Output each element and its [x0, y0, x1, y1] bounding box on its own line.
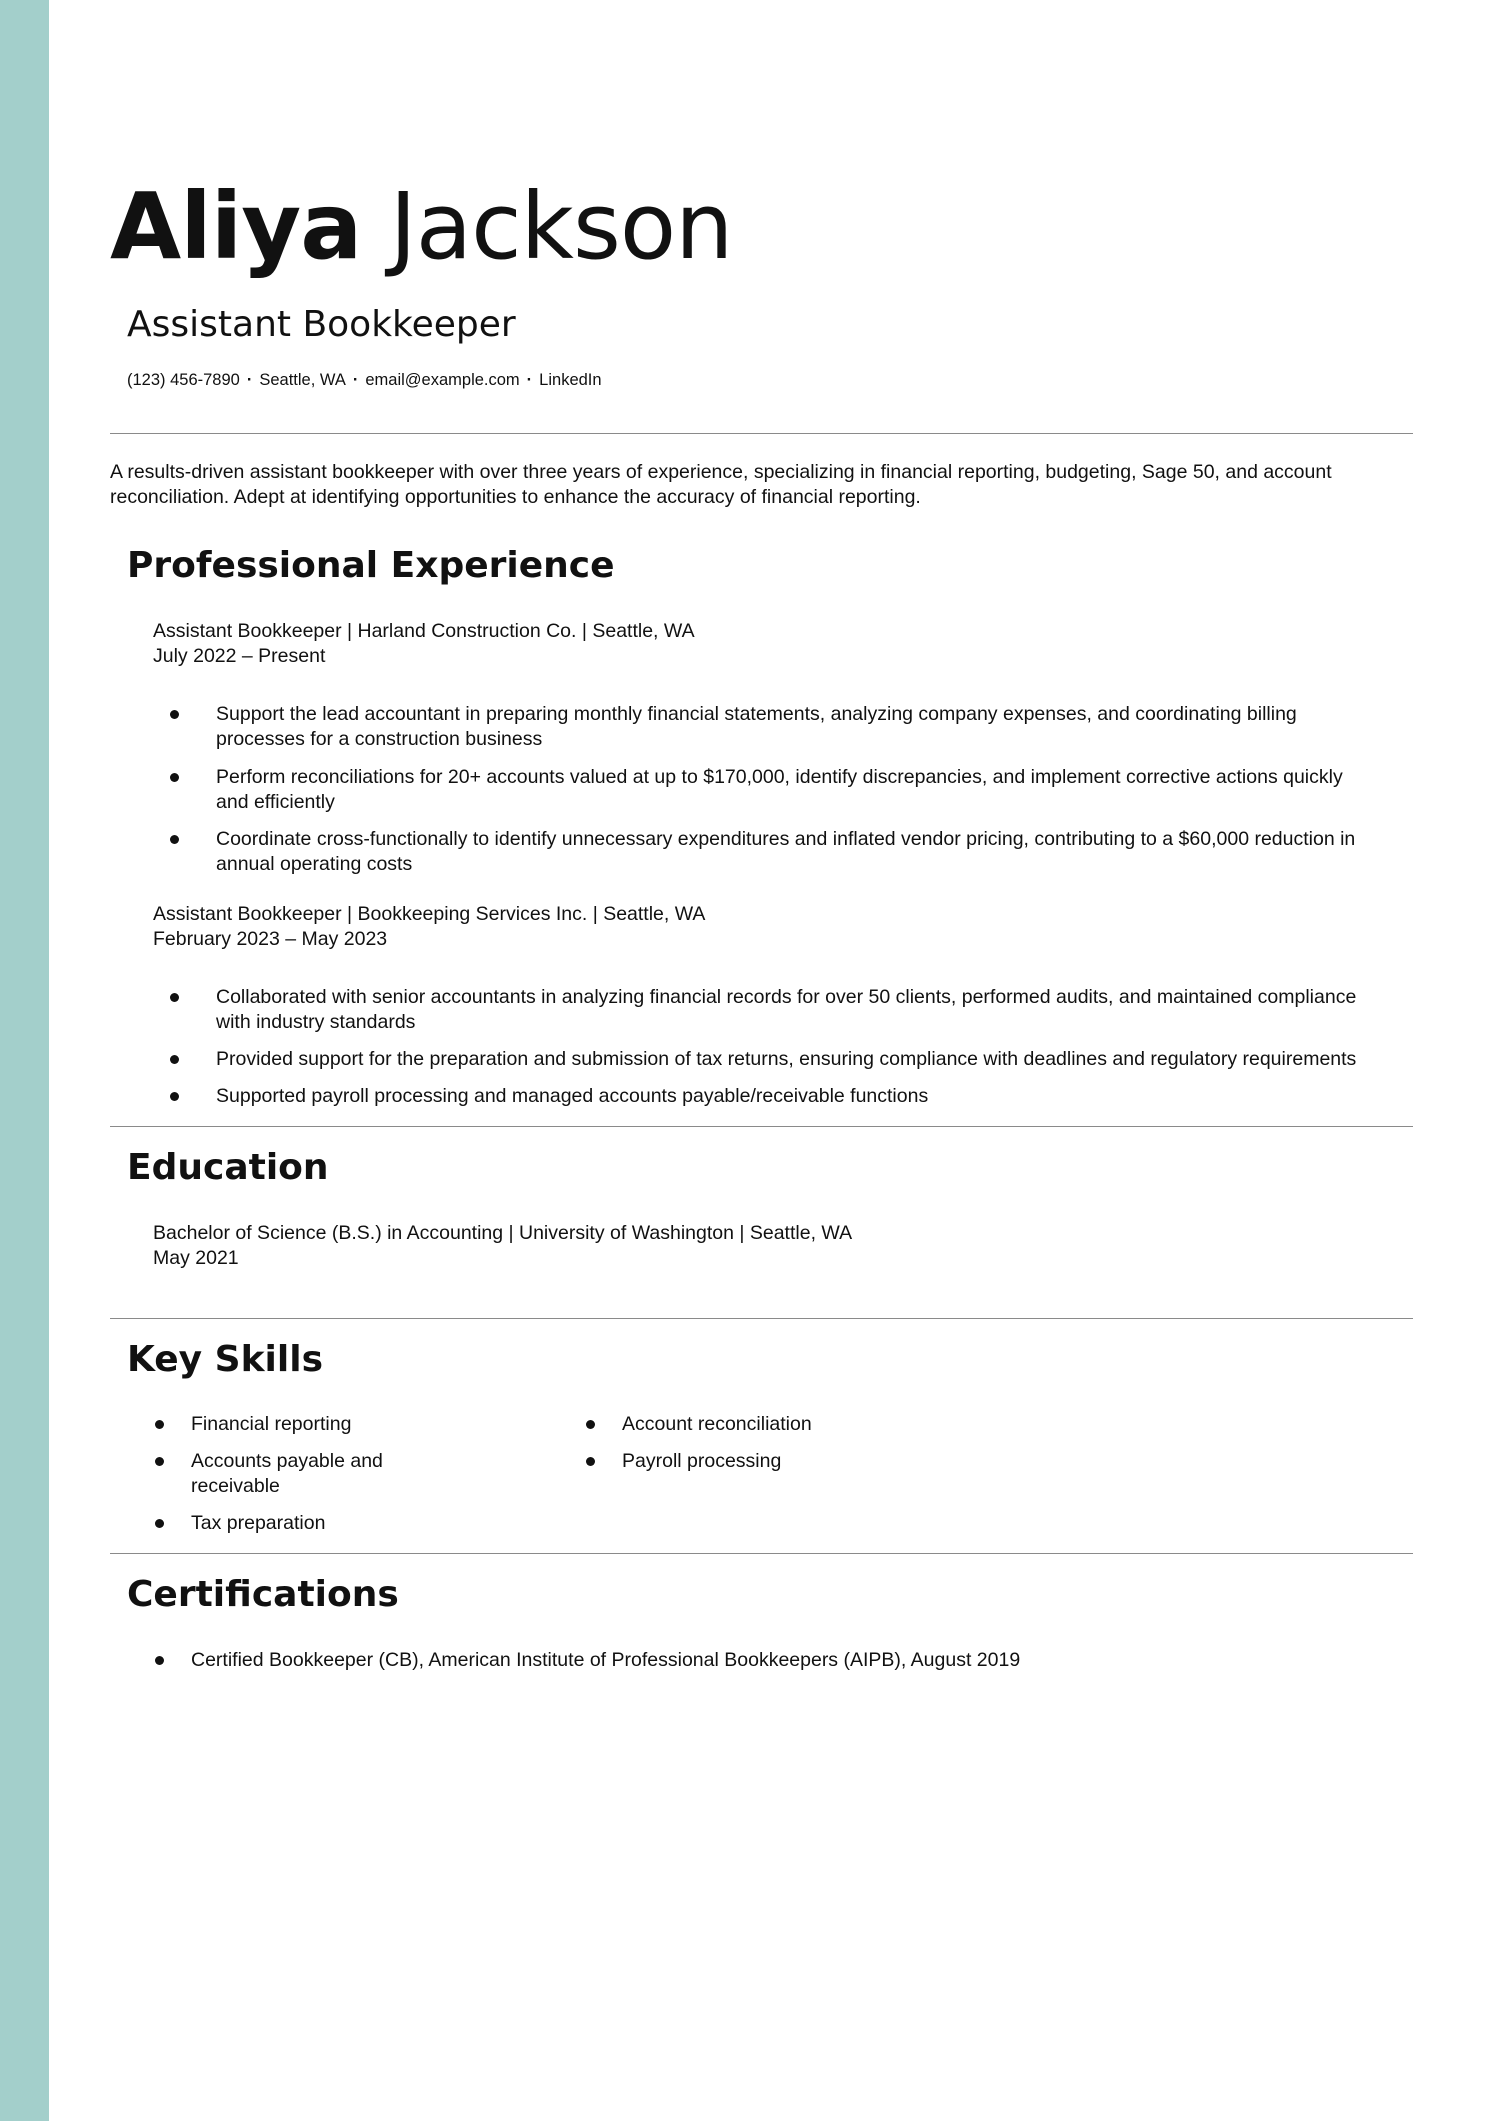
job-heading: Assistant Bookkeeper | Bookkeeping Services Inc. | Seattle, WA: [153, 903, 706, 925]
contact-separator: ·: [352, 371, 359, 389]
section-divider: [110, 1318, 1413, 1319]
bullet-dot: [170, 993, 179, 1002]
bullet-dot: [155, 1457, 164, 1466]
experience-section-title: Professional Experience: [127, 545, 615, 586]
last-name: Jackson: [389, 173, 733, 280]
contact-phone: (123) 456-7890: [127, 371, 240, 389]
professional-summary: A results-driven assistant bookkeeper with over three years of experience, specializing in financial reporting, budgeting, Sage 50, and account reconciliation. Adept at identifying opportunities to enhance the accuracy of financial reporting.: [110, 461, 1332, 508]
education-degree: Bachelor of Science (B.S.) in Accounting | University of Washington | Seattle, WA: [153, 1222, 853, 1244]
resume-page: [110, 0, 1413, 2121]
education-section-title: Education: [127, 1147, 329, 1188]
job-dates: February 2023 – May 2023: [153, 928, 388, 950]
certification-text: Certified Bookkeeper (CB), American Institute of Professional Bookkeepers (AIPB), August 2019: [191, 1649, 1021, 1671]
contact-location: Seattle, WA: [259, 371, 346, 389]
accent-sidebar: [0, 0, 49, 2121]
experience-bullet-text: Provided support for the preparation and submission of tax returns, ensuring compliance with deadlines and regulatory requirements: [216, 1048, 1357, 1070]
contact-separator: ·: [246, 371, 253, 389]
certifications-section-title: Certifications: [127, 1574, 399, 1615]
experience-bullet-text: Collaborated with senior accountants in analyzing financial records for over 50 clients, performed audits, and maintained compliance with industry standards: [216, 986, 1357, 1033]
bullet-dot: [155, 1656, 164, 1665]
experience-bullet-text: Supported payroll processing and managed accounts payable/receivable functions: [216, 1085, 929, 1107]
experience-bullet-text: Support the lead accountant in preparing monthly financial statements, analyzing company expenses, and coordinating billing processes for a construction business: [216, 703, 1297, 750]
skill-text: Financial reporting: [191, 1413, 352, 1435]
experience-bullet-text: Perform reconciliations for 20+ accounts valued at up to $170,000, identify discrepancies, and implement corrective actions quickly and efficiently: [216, 766, 1343, 813]
contact-separator: ·: [526, 371, 533, 389]
bullet-dot: [170, 773, 179, 782]
bullet-dot: [155, 1519, 164, 1528]
job-title: Assistant Bookkeeper: [127, 304, 516, 345]
skill-text: Payroll processing: [622, 1450, 782, 1472]
skill-text: Tax preparation: [191, 1512, 326, 1534]
skills-section-title: Key Skills: [127, 1339, 323, 1380]
section-divider: [110, 1126, 1413, 1127]
bullet-dot: [170, 1092, 179, 1101]
skill-text: Accounts payable and receivable: [191, 1450, 383, 1497]
job-dates: July 2022 – Present: [153, 645, 326, 667]
contact-email[interactable]: email@example.com: [365, 371, 520, 389]
skill-text: Account reconciliation: [622, 1413, 812, 1435]
contact-line: [127, 369, 602, 391]
section-divider: [110, 1553, 1413, 1554]
job-heading: Assistant Bookkeeper | Harland Construction Co. | Seattle, WA: [153, 620, 695, 642]
experience-bullet-text: Coordinate cross-functionally to identify unnecessary expenditures and inflated vendor pricing, contributing to a $60,000 reduction in annual operating costs: [216, 828, 1356, 875]
contact-linkedin-link[interactable]: LinkedIn: [539, 371, 602, 389]
bullet-dot: [586, 1420, 595, 1429]
candidate-name: [110, 172, 732, 282]
bullet-dot: [170, 710, 179, 719]
bullet-dot: [170, 1055, 179, 1064]
bullet-dot: [155, 1420, 164, 1429]
first-name: Aliya: [110, 173, 362, 280]
bullet-dot: [170, 835, 179, 844]
bullet-dot: [586, 1457, 595, 1466]
section-divider: [110, 433, 1413, 434]
education-date: May 2021: [153, 1247, 239, 1269]
